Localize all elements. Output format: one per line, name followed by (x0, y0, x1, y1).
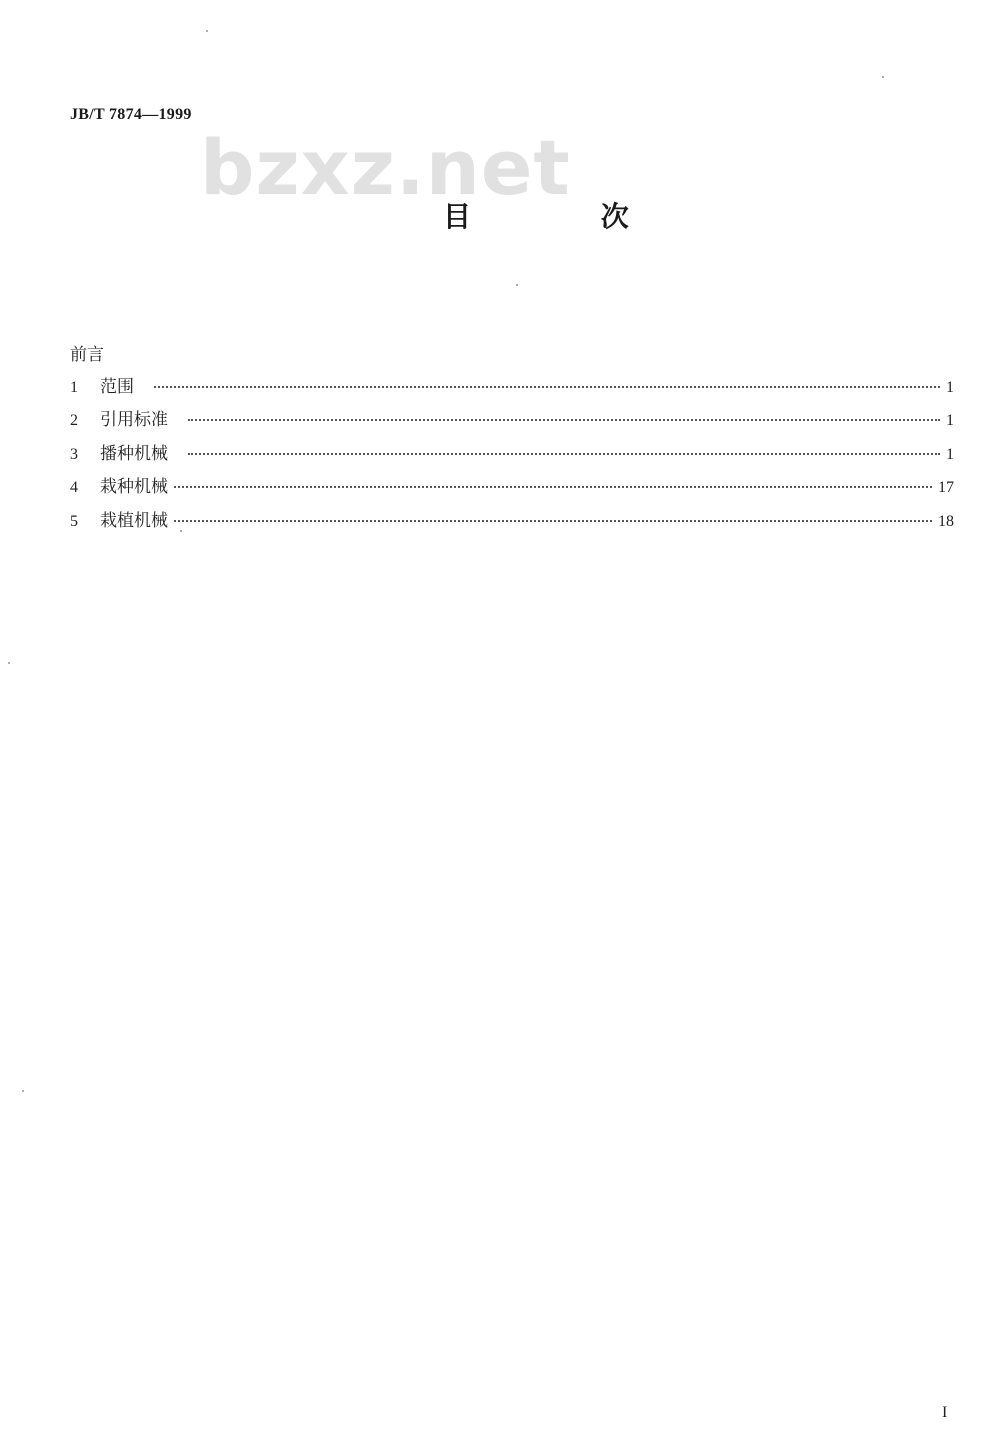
toc-entry-label: 栽植机械 (100, 510, 168, 531)
toc-list (70, 372, 954, 539)
toc-entry-transplanting-machinery[interactable] (70, 506, 954, 539)
toc-entry-label: 栽种机械 (100, 477, 168, 498)
toc-entry-scope[interactable] (70, 372, 954, 405)
scan-speck (180, 530, 182, 532)
toc-title: 目 次 (443, 200, 689, 233)
toc-entry-label: 播种机械 (100, 443, 168, 464)
toc-entry-page: 18 (938, 512, 954, 530)
toc-entry-label: 范围 (100, 377, 134, 397)
toc-leader-dots (188, 419, 940, 421)
toc-entry-page: 1 (946, 412, 954, 430)
watermark: bzxz.net (200, 123, 571, 212)
page-number: I (942, 1404, 948, 1421)
toc-entry-number: 5 (70, 512, 78, 530)
toc-entry-page: 1 (946, 445, 954, 463)
toc-entry-number: 4 (70, 479, 78, 497)
toc-entry-seeding-machinery[interactable] (70, 439, 954, 472)
scan-speck (22, 1090, 24, 1092)
standard-code: JB/T 7874—1999 (70, 106, 192, 123)
scan-speck (882, 76, 884, 78)
toc-entry-page: 17 (938, 479, 954, 497)
toc-leader-dots (188, 453, 940, 455)
toc-leader-dots (174, 486, 932, 488)
toc-entry-number: 2 (70, 412, 78, 430)
toc-leader-dots (174, 520, 932, 522)
toc-entry-normative-references[interactable] (70, 405, 954, 438)
toc-entry-page: 1 (946, 379, 954, 396)
toc-preface: 前言 (70, 345, 104, 365)
toc-entry-number: 3 (70, 445, 78, 463)
toc-entry-planting-machinery[interactable] (70, 472, 954, 505)
scan-speck (8, 662, 10, 664)
toc-entry-label: 引用标准 (100, 410, 168, 431)
toc-entry-number: 1 (70, 379, 78, 396)
toc-leader-dots (154, 386, 940, 388)
scan-speck (206, 30, 208, 32)
scan-speck (516, 284, 518, 286)
